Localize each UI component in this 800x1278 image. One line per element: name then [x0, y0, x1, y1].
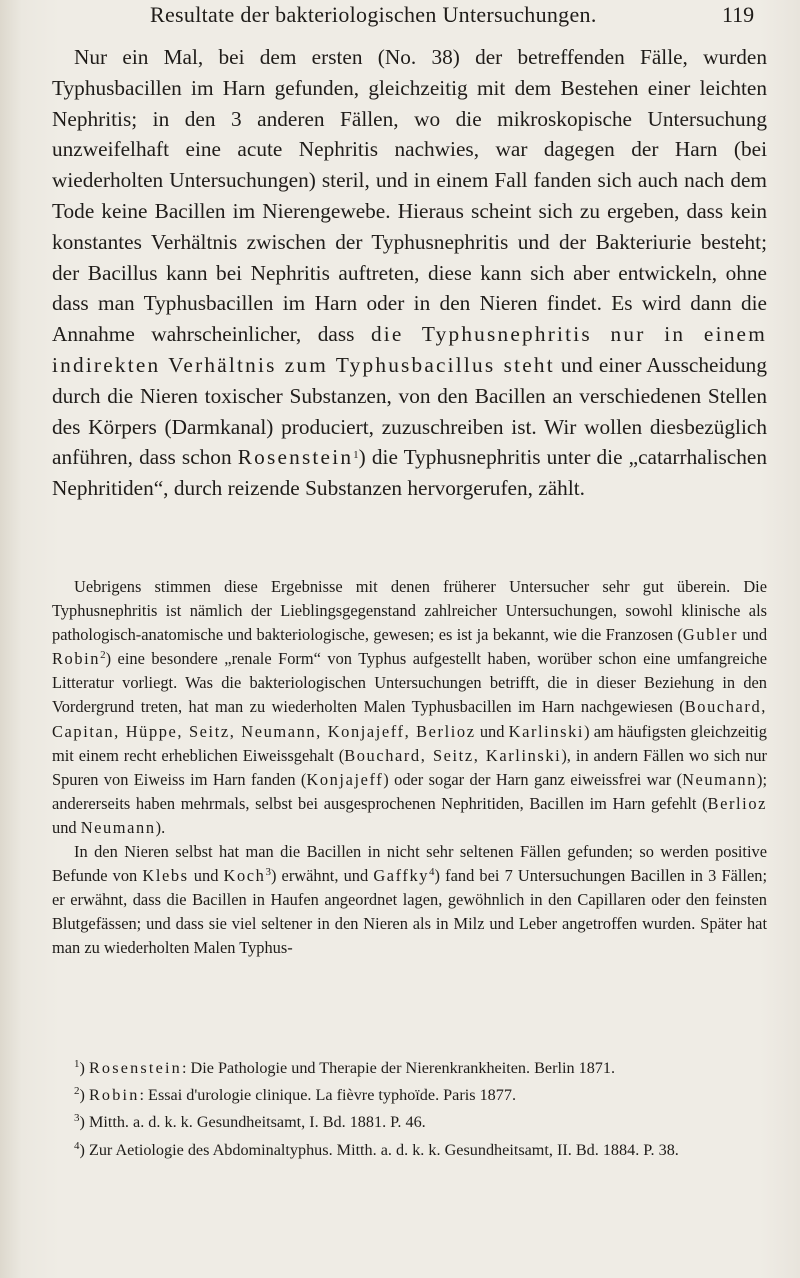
footnote: $^1$) Rosenstein: Die Pathologie und Therapie der Nierenkrankheiten. Berlin 1871.	[74, 1058, 616, 1077]
author-name: Rosenstein	[237, 445, 354, 470]
main-text	[52, 42, 767, 504]
author-name: Konjajeff	[306, 769, 384, 789]
page-header	[0, 2, 800, 32]
author-name: Karlinski	[508, 721, 585, 741]
small-print-text	[52, 575, 767, 961]
paragraph-2: Uebrigens stimmen diese Ergebnisse mit denen früherer Untersucher sehr gut überein. Die Typhusnephritis ist nämlich der Lieblingsgegenstand zahlreicher Untersuchungen, sowohl klinische als pathologisch-anatomische und bakteriologische, gewesen; es ist ja bekannt, wie die Franzosen (Gubler und Robin$^2$) eine besondere „renale Form“ von Typhus aufgestellt haben, worüber schon eine umfangreiche Litteratur vorliegt. Was die bakteriologischen Untersuchungen betrifft, die in dieser Beziehung in den Vordergrund treten, hat man zu wiederholten Malen Typhusbacillen im Harn nachgewiesen (Bouchard, Capitan, Hüppe, Seitz, Neumann, Konjajeff, Berlioz und Karlinski) am häufigsten gleichzeitig mit einem recht erheblichen Eiweissgehalt (Bouchard, Seitz, Karlinski), in andern Fällen wo sich nur Spuren von Eiweiss im Harn fanden (Konjajeff) oder sogar der Harn ganz eiweissfrei war (Neumann); andererseits haben mehrmals, selbst bei ausgesprochenen Nephritiden, Bacillen im Harn gefehlt (Berlioz und Neumann).	[52, 577, 768, 837]
footnote-author: Rosenstein	[88, 1059, 182, 1077]
author-name: Robin	[52, 649, 101, 669]
author-names: Bouchard, Capitan, Hüppe, Seitz, Neumann, Konjajeff, Berlioz	[52, 697, 767, 741]
footnote-ref: 2	[100, 649, 106, 662]
footnote-ref: 1	[353, 449, 359, 462]
author-name: Klebs	[142, 866, 189, 886]
footnote: $^4$) Zur Aetiologie des Abdominaltyphus. Mitth. a. d. k. k. Gesundheitsamt, II. Bd. 1884. P. 38.	[74, 1139, 679, 1159]
footnote-ref: 4	[429, 866, 435, 879]
footnotes	[52, 1056, 767, 1165]
footnote: $^2$) Robin: Essai d'urologie clinique. La fièvre typhoïde. Paris 1877.	[74, 1085, 517, 1105]
author-name: Gubler	[682, 625, 739, 645]
footnote-ref: 3	[265, 866, 271, 879]
author-name: Neumann	[682, 769, 757, 789]
page-number: 119	[722, 2, 755, 27]
spaced-emphasis: die Typhusnephritis nur in einem indirekten Verhältnis zum Typhusbacillus steht	[52, 322, 767, 377]
author-name: Koch	[223, 866, 266, 886]
author-name: Gaffky	[373, 866, 430, 886]
footnote: $^3$) Mitth. a. d. k. k. Gesundheitsamt, I. Bd. 1881. P. 46.	[74, 1112, 426, 1132]
paragraph-3: In den Nieren selbst hat man die Bacillen in nicht sehr seltenen Fällen gefunden; so werden positive Befunde von Klebs und Koch$^3$) erwähnt, und Gaffky$^4$) fand bei 7 Untersuchungen Bacillen in 3 Fällen; er erwähnt, dass die Bacillen in Haufen angeordnet lagen, gewöhnlich in den Capillaren oder den feinsten Blutgefässen; und dass sie viel seltener in den Nieren als in Milz und Leber angetroffen wurden. Später hat man zu wiederholten Malen Typhus-	[52, 842, 767, 958]
author-names: Bouchard, Seitz, Karlinski	[344, 745, 562, 765]
running-title: Resultate der bakteriologischen Untersuchungen.	[150, 2, 597, 27]
author-name: Berlioz	[707, 793, 767, 813]
author-name: Neumann	[80, 817, 156, 837]
paragraph-1: Nur ein Mal, bei dem ersten (No. 38) der betreffenden Fälle, wurden Typhusbacillen im Harn gefunden, gleichzeitig mit dem Bestehen einer leichten Nephritis; in den 3 anderen Fällen, wo die mikroskopische Untersuchung unzweifelhaft eine acute Nephritis nachwies, war dagegen der Harn (bei wiederholten Untersuchungen) steril, und in einem Fall fanden sich auch nach dem Tode keine Bacillen im Nierengewebe. Hieraus scheint sich zu ergeben, dass kein konstantes Verhältnis zwischen der Typhusnephritis und der Bakteriurie besteht; der Bacillus kann bei Nephritis auftreten, diese kann sich aber entwickeln, ohne dass man Typhusbacillen im Harn oder in den Nieren findet. Es wird dann die Annahme wahrscheinlicher, dass die Typhusnephritis nur in einem indirekten Verhältnis zum Typhusbacillus steht und einer Ausscheidung durch die Nieren toxischer Substanzen, von den Bacillen an verschiedenen Stellen des Körpers (Darmkanal) produciert, zuzuschreiben ist. Wir wollen diesbezüglich anführen, dass schon Rosenstein$^1$) die Typhusnephritis unter die „catarrhalischen Nephritiden“, durch reizende Substanzen hervorgerufen, zählt.	[52, 45, 767, 501]
footnote-author: Robin	[88, 1086, 140, 1105]
